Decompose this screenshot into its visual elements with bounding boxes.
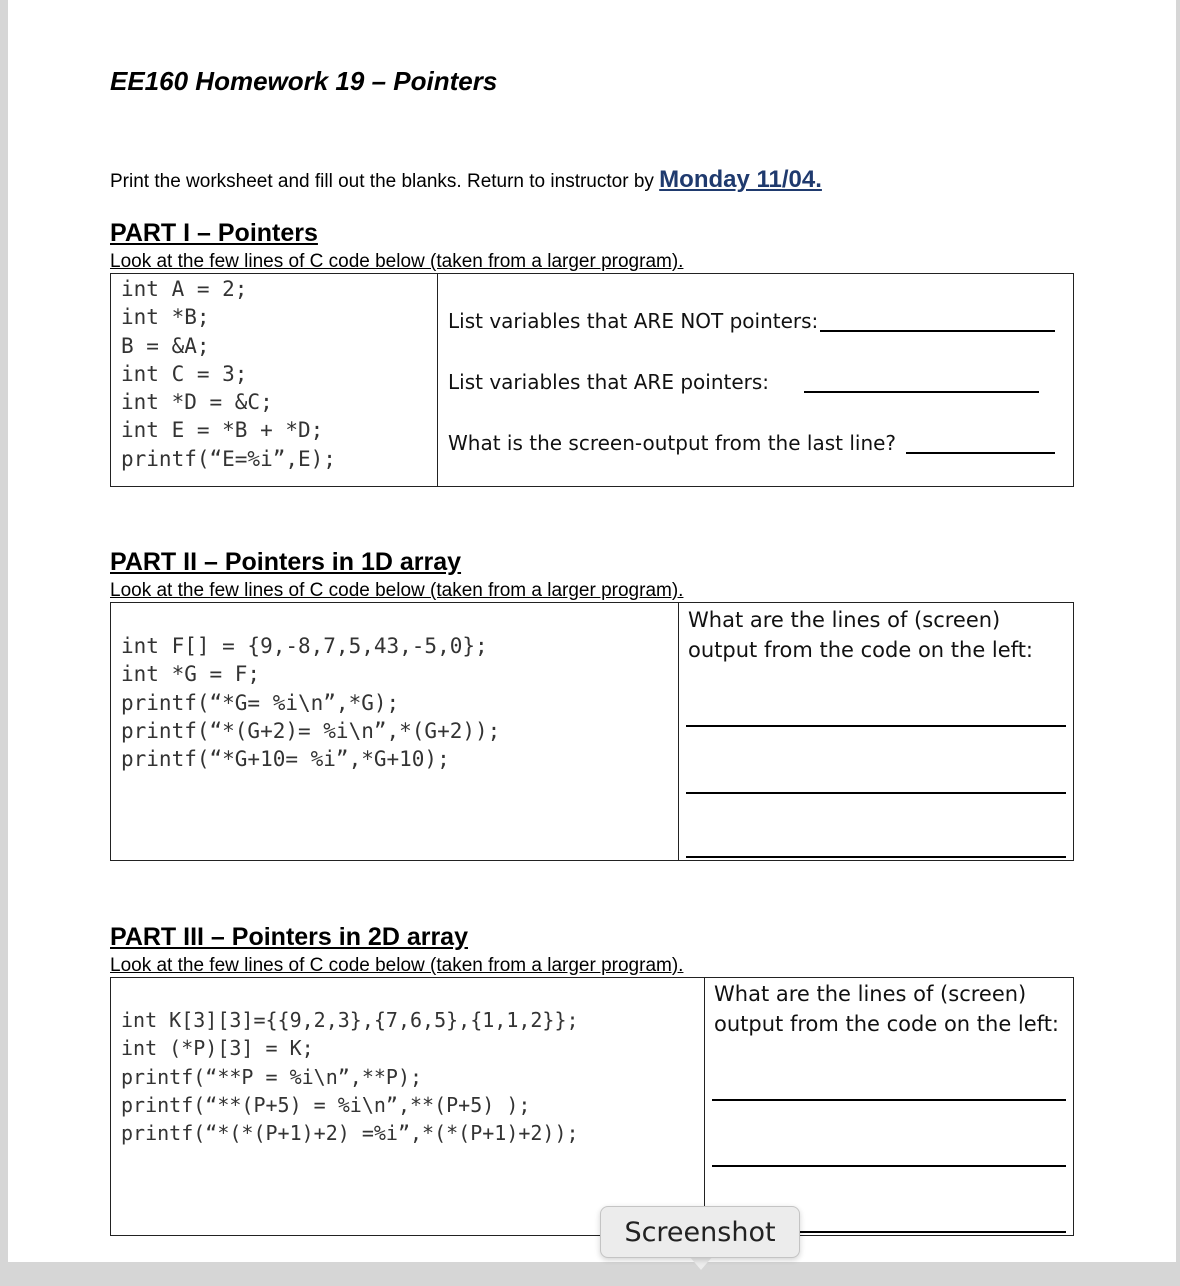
part2-heading: PART II – Pointers in 1D array xyxy=(110,548,462,576)
code-line: int *D = &C; xyxy=(121,390,273,415)
part3-subheading: Look at the few lines of C code below (taken from a larger program). xyxy=(110,955,684,976)
part3-divider xyxy=(704,978,705,1235)
part2-answer-line-2[interactable] xyxy=(686,792,1066,794)
code-line: int E = *B + *D; xyxy=(121,418,324,443)
part3-heading: PART III – Pointers in 2D array xyxy=(110,923,468,951)
code-line: int A = 2; xyxy=(121,277,248,301)
code-line: printf(“*(G+2)= %i\n”,*(G+2)); xyxy=(121,718,501,743)
code-line: int *B; xyxy=(121,305,210,330)
code-line: printf(“*G= %i\n”,*G); xyxy=(121,690,400,715)
part1-code xyxy=(121,275,336,473)
part1-subheading: Look at the few lines of C code below (taken from a larger program). xyxy=(110,251,684,272)
answer-blank-not-pointers[interactable] xyxy=(820,330,1055,332)
part3-question: What are the lines of (screen) output from the code on the left: xyxy=(714,982,1060,1036)
part1-divider xyxy=(437,274,438,486)
code-line: int F[] = {9,-8,7,5,43,-5,0}; xyxy=(121,634,488,658)
screenshot-tooltip[interactable]: Screenshot xyxy=(600,1206,800,1258)
code-line: int C = 3; xyxy=(121,361,248,386)
part3-answer-line-1[interactable] xyxy=(712,1099,1066,1101)
code-line: printf(“**(P+5) = %i\n”,**(P+5) ); xyxy=(121,1092,531,1117)
part2-answer-line-3[interactable] xyxy=(686,856,1066,858)
instructions xyxy=(110,166,822,194)
answer-blank-output[interactable] xyxy=(906,452,1055,454)
part2-question: What are the lines of (screen) output from the code on the left: xyxy=(688,608,1034,662)
part2-code xyxy=(121,632,500,773)
code-line: int *G = F; xyxy=(121,662,261,687)
code-line: int K[3][3]={{9,2,3},{7,6,5},{1,1,2}}; xyxy=(121,1008,579,1032)
part2-divider xyxy=(678,603,679,860)
answer-blank-pointers[interactable] xyxy=(804,391,1039,393)
part2-answer-line-1[interactable] xyxy=(686,725,1066,727)
part3-answer-line-2[interactable] xyxy=(712,1165,1066,1167)
page-title: EE160 Homework 19 – Pointers xyxy=(110,66,498,96)
question-pointers: List variables that ARE pointers: xyxy=(448,370,770,394)
code-line: B = &A; xyxy=(121,333,210,358)
viewer-bottom-bar xyxy=(0,1262,1180,1286)
code-line: printf(“**P = %i\n”,**P); xyxy=(121,1064,423,1089)
part3-code xyxy=(121,1006,579,1147)
due-date: Monday 11/04. xyxy=(659,166,822,193)
instructions-text: Print the worksheet and fill out the blanks. Return to instructor by xyxy=(110,171,660,192)
code-line: int (*P)[3] = K; xyxy=(121,1036,314,1061)
question-not-pointers: List variables that ARE NOT pointers: xyxy=(448,309,819,333)
part1-heading: PART I – Pointers xyxy=(110,219,318,247)
code-line: printf(“*G+10= %i”,*G+10); xyxy=(121,747,450,772)
tooltip-tail xyxy=(689,1256,713,1270)
question-last-line-output: What is the screen-output from the last line? xyxy=(448,431,897,455)
code-line: printf(“*(*(P+1)+2) =%i”,*(*(P+1)+2)); xyxy=(121,1121,579,1146)
code-line: printf(“E=%i”,E); xyxy=(121,446,336,471)
part2-subheading: Look at the few lines of C code below (taken from a larger program). xyxy=(110,580,684,601)
